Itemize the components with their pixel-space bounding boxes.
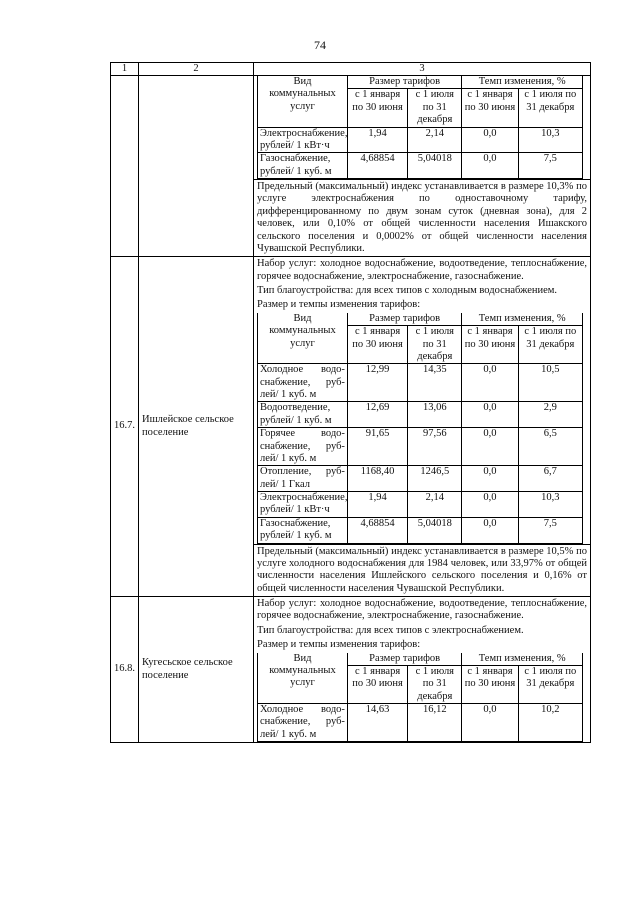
period-header: с 1 января по 30 июня (347, 665, 407, 703)
tariff-table (257, 653, 583, 743)
service-name-line: рублей/ 1 куб. м (260, 414, 332, 426)
service-name (258, 492, 348, 518)
tariff-size-header: Размер тарифов (347, 76, 461, 89)
tariff-value: 2,14 (408, 127, 462, 153)
column-number-row (111, 63, 591, 76)
tariff-value: 14,63 (347, 704, 407, 742)
service-name (258, 153, 348, 179)
change-rate-value: 0,0 (462, 428, 518, 466)
period-header: с 1 января по 30 июня (347, 89, 407, 127)
service-type-header: Вид коммунальных услуг (258, 313, 348, 364)
tariff-row (258, 428, 583, 466)
change-rate-value: 10,2 (518, 704, 582, 742)
tariff-row (258, 364, 583, 402)
column-header-1: 1 (111, 63, 139, 76)
section-content (254, 76, 591, 257)
intro-paragraph: Размер и темпы изменения тарифов: (257, 299, 421, 311)
tariff-value: 16,12 (408, 704, 462, 742)
service-name-line: лей/ 1 куб. м (260, 728, 317, 740)
tariff-value: 2,14 (408, 492, 462, 518)
tariff-value: 1168,40 (347, 466, 407, 492)
settlement-name: Ишлейское сельское поселение (139, 257, 254, 597)
tariff-value: 14,35 (408, 364, 462, 402)
service-name-line: рублей/ 1 кВт·ч (260, 504, 330, 516)
tariff-value: 5,04018 (408, 517, 462, 543)
service-name-line: Холодное водо- (260, 704, 345, 715)
change-rate-value: 0,0 (462, 153, 518, 179)
change-rate-value: 7,5 (518, 517, 582, 543)
change-rate-value: 0,0 (462, 704, 518, 742)
service-name (258, 517, 348, 543)
tariff-row (258, 517, 583, 543)
tariff-value: 4,68854 (347, 517, 407, 543)
change-rate-value: 2,9 (518, 402, 582, 428)
tariff-row (258, 492, 583, 518)
period-header: с 1 июля по 31 декабря (518, 89, 582, 127)
tariff-row (258, 402, 583, 428)
service-type-header: Вид коммунальных услуг (258, 76, 348, 127)
settlement-name (139, 76, 254, 257)
tariff-size-header: Размер тарифов (347, 653, 461, 666)
settlement-name: Кугесьское сельское поселение (139, 597, 254, 743)
service-name-line: лей/ 1 Гкал (260, 478, 310, 490)
service-name-line: Отопление, руб- (260, 466, 345, 478)
tariff-value: 1,94 (347, 492, 407, 518)
service-name-line: Электроснабжение, (260, 127, 348, 139)
service-name-line: Газоснабжение, (260, 517, 331, 529)
conclusion-paragraph: Предельный (максимальный) индекс устанавливается в размере 10,5% по услуге холодного водоснабжения для 1984 человек, или 33,97% от общей численности населения Ишлейского сельского поселения и 0,16% от общей численности населения Чувашской Республики. (254, 544, 590, 597)
tariff-value: 12,99 (347, 364, 407, 402)
service-name-line: Горячее водо- (260, 428, 345, 440)
service-name-line: снабжение, руб- (260, 376, 345, 388)
tariff-value: 4,68854 (347, 153, 407, 179)
service-name-line: рублей/ 1 кВт·ч (260, 139, 330, 151)
section-content (254, 597, 591, 743)
period-header: с 1 января по 30 июня (462, 89, 518, 127)
period-header: с 1 июля по 31 декабря (408, 326, 462, 364)
service-name (258, 364, 348, 402)
change-rate-value: 10,5 (518, 364, 582, 402)
tariff-value: 12,69 (347, 402, 407, 428)
intro-paragraph: Размер и темпы изменения тарифов: (257, 639, 421, 651)
change-rate-value: 6,5 (518, 428, 582, 466)
change-rate-value: 6,7 (518, 466, 582, 492)
change-rate-value: 7,5 (518, 153, 582, 179)
change-rate-header: Темп изменения, % (462, 653, 583, 666)
service-name-line: рублей/ 1 куб. м (260, 165, 332, 177)
period-header: с 1 июля по 31 декабря (408, 665, 462, 703)
tariff-row (258, 153, 583, 179)
tariff-value: 1246,5 (408, 466, 462, 492)
tariff-value: 91,65 (347, 428, 407, 466)
change-rate-value: 0,0 (462, 517, 518, 543)
change-rate-header: Темп изменения, % (462, 76, 583, 89)
tariff-value: 5,04018 (408, 153, 462, 179)
change-rate-value: 0,0 (462, 364, 518, 402)
change-rate-value: 0,0 (462, 492, 518, 518)
service-name-line: рублей/ 1 куб. м (260, 530, 332, 542)
intro-paragraph: Тип благоустройства: для всех типов с электроснабжением. (257, 624, 524, 636)
intro-paragraph: Тип благоустройства: для всех типов с холодным водоснабжением. (257, 285, 558, 296)
service-name (258, 466, 348, 492)
service-name-line: снабжение, руб- (260, 440, 345, 452)
main-table (110, 62, 591, 743)
section-content (254, 257, 591, 597)
service-name-line: Электроснабжение, (260, 492, 348, 503)
section-number (111, 76, 139, 257)
service-name-line: Водоотведение, (260, 402, 331, 414)
service-name (258, 402, 348, 428)
service-name (258, 127, 348, 153)
change-rate-value: 0,0 (462, 127, 518, 153)
period-header: с 1 июля по 31 декабря (518, 665, 582, 703)
intro-paragraph: Набор услуг: холодное водоснабжение, водоотведение, теплоснабжение, горячее водоснабжение, электроснабжение, газоснабжение. (257, 598, 587, 622)
section-row (111, 257, 591, 597)
change-rate-value: 10,3 (518, 492, 582, 518)
tariff-value: 97,56 (408, 428, 462, 466)
tariff-row (258, 127, 583, 153)
tariff-value: 13,06 (408, 402, 462, 428)
column-header-2: 2 (139, 63, 254, 76)
service-name-line: лей/ 1 куб. м (260, 452, 317, 464)
service-type-header: Вид коммунальных услуг (258, 653, 348, 704)
tariff-row (258, 704, 583, 742)
service-name-line: Холодное водо- (260, 364, 345, 376)
tariff-row (258, 466, 583, 492)
period-header: с 1 января по 30 июня (462, 326, 518, 364)
change-rate-value: 0,0 (462, 402, 518, 428)
tariff-size-header: Размер тарифов (347, 313, 461, 326)
tariff-table (257, 76, 583, 179)
period-header: с 1 июля по 31 декабря (408, 89, 462, 127)
period-header: с 1 января по 30 июня (462, 665, 518, 703)
section-number: 16.7. (111, 257, 139, 597)
change-rate-value: 0,0 (462, 466, 518, 492)
section-row (111, 76, 591, 257)
tariff-table (257, 313, 583, 544)
intro-paragraph: Набор услуг: холодное водоснабжение, водоотведение, теплоснабжение, горячее водоснабжение, электроснабжение, газоснабжение. (257, 258, 587, 282)
service-name-line: Газоснабжение, (260, 153, 331, 165)
section-number: 16.8. (111, 597, 139, 743)
service-name (258, 704, 348, 742)
change-rate-header: Темп изменения, % (462, 313, 583, 326)
service-name (258, 428, 348, 466)
page-number: 74 (314, 38, 326, 52)
change-rate-value: 10,3 (518, 127, 582, 153)
section-row (111, 597, 591, 743)
period-header: с 1 января по 30 июня (347, 326, 407, 364)
service-name-line: лей/ 1 куб. м (260, 389, 317, 400)
service-name-line: снабжение, руб- (260, 716, 345, 728)
period-header: с 1 июля по 31 декабря (518, 326, 582, 364)
column-header-3: 3 (254, 63, 591, 76)
conclusion-paragraph: Предельный (максимальный) индекс устанавливается в размере 10,3% по услуге электроснабжения по одноставочному тарифу, дифференцированному по двум зонам суток (дневная зона), для 2 человек, или 0,10% от общей численности населения Ишакского сельского поселения и 0,0002% от общей численности населения Чувашской Республики. (254, 179, 590, 256)
tariff-value: 1,94 (347, 127, 407, 153)
